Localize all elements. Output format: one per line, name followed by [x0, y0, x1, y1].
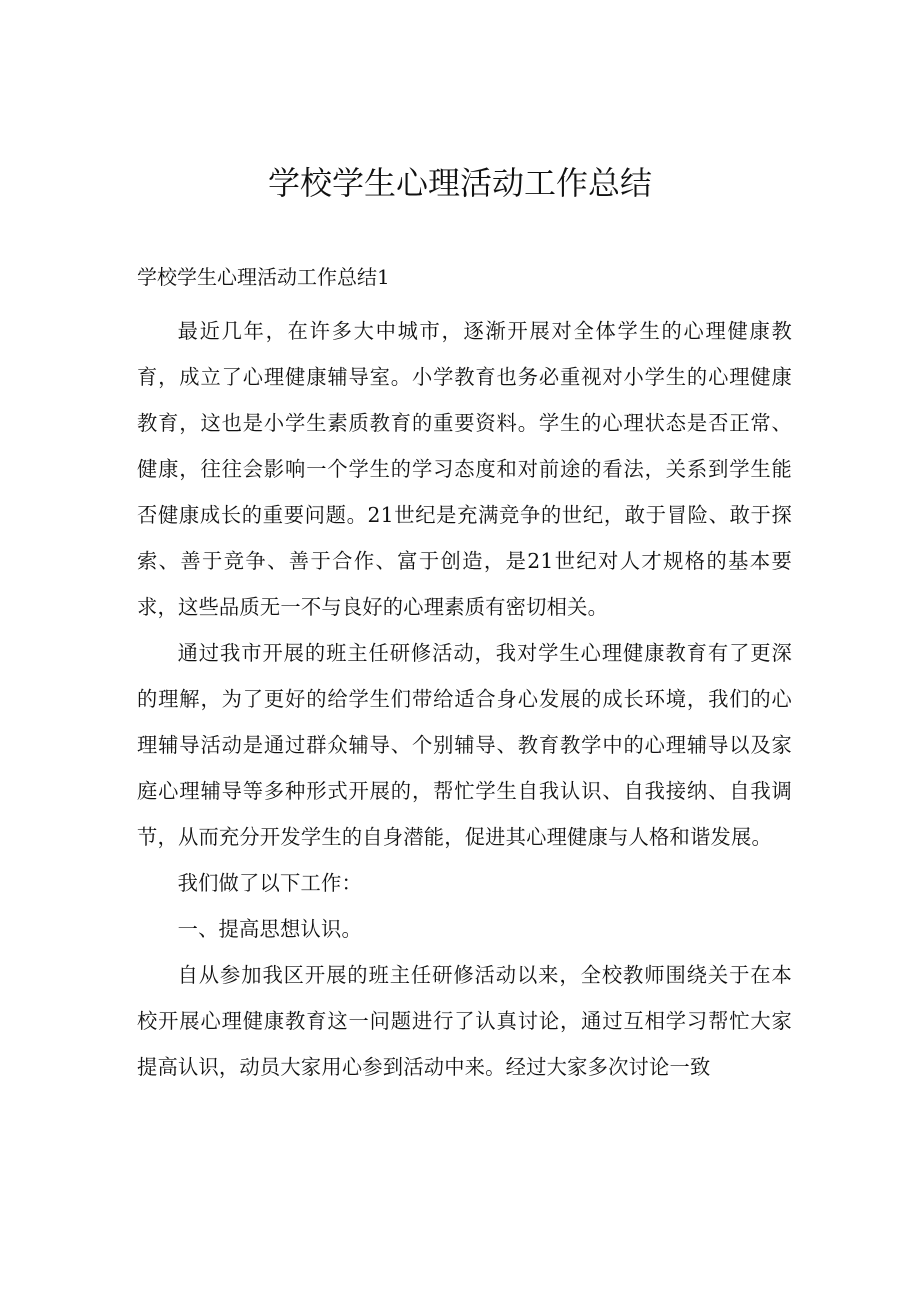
document-title: 学校学生心理活动工作总结: [267, 164, 652, 202]
paragraph-work-list-heading: 我们做了以下工作：: [177, 871, 362, 895]
document-subtitle: 学校学生心理活动工作总结1: [137, 265, 390, 289]
document-body: [137, 308, 792, 1090]
paragraph-section-one-body: 自从参加我区开展的班主任研修活动以来，全校教师围绕关于在本校开展心理健康教育这一问题进行了认真讨论，通过互相学习帮忙大家提高认识，动员大家用心参到活动中来。经过大家多次讨论一致: [137, 963, 792, 1079]
paragraph-training: 通过我市开展的班主任研修活动，我对学生心理健康教育有了更深的理解，为了更好的给学生们带给适合身心发展的成长环境，我们的心理辅导活动是通过群众辅导、个别辅导、教育教学中的心理辅导以及家庭心理辅导等多种形式开展的，帮忙学生自我认识、自我接纳、自我调节，从而充分开发学生的自身潜能，促进其心理健康与人格和谐发展。: [137, 641, 792, 849]
paragraph-section-one-heading: 一、提高思想认识。: [177, 917, 362, 941]
paragraph-intro: 最近几年，在许多大中城市，逐渐开展对全体学生的心理健康教育，成立了心理健康辅导室。小学教育也务必重视对小学生的心理健康教育，这也是小学生素质教育的重要资料。学生的心理状态是否正常、健康，往往会影响一个学生的学习态度和对前途的看法，关系到学生能否健康成长的重要问题。21世纪是充满竞争的世纪，敢于冒险、敢于探索、善于竞争、善于合作、富于创造，是21世纪对人才规格的基本要求，这些品质无一不与良好的心理素质有密切相关。: [137, 319, 792, 619]
